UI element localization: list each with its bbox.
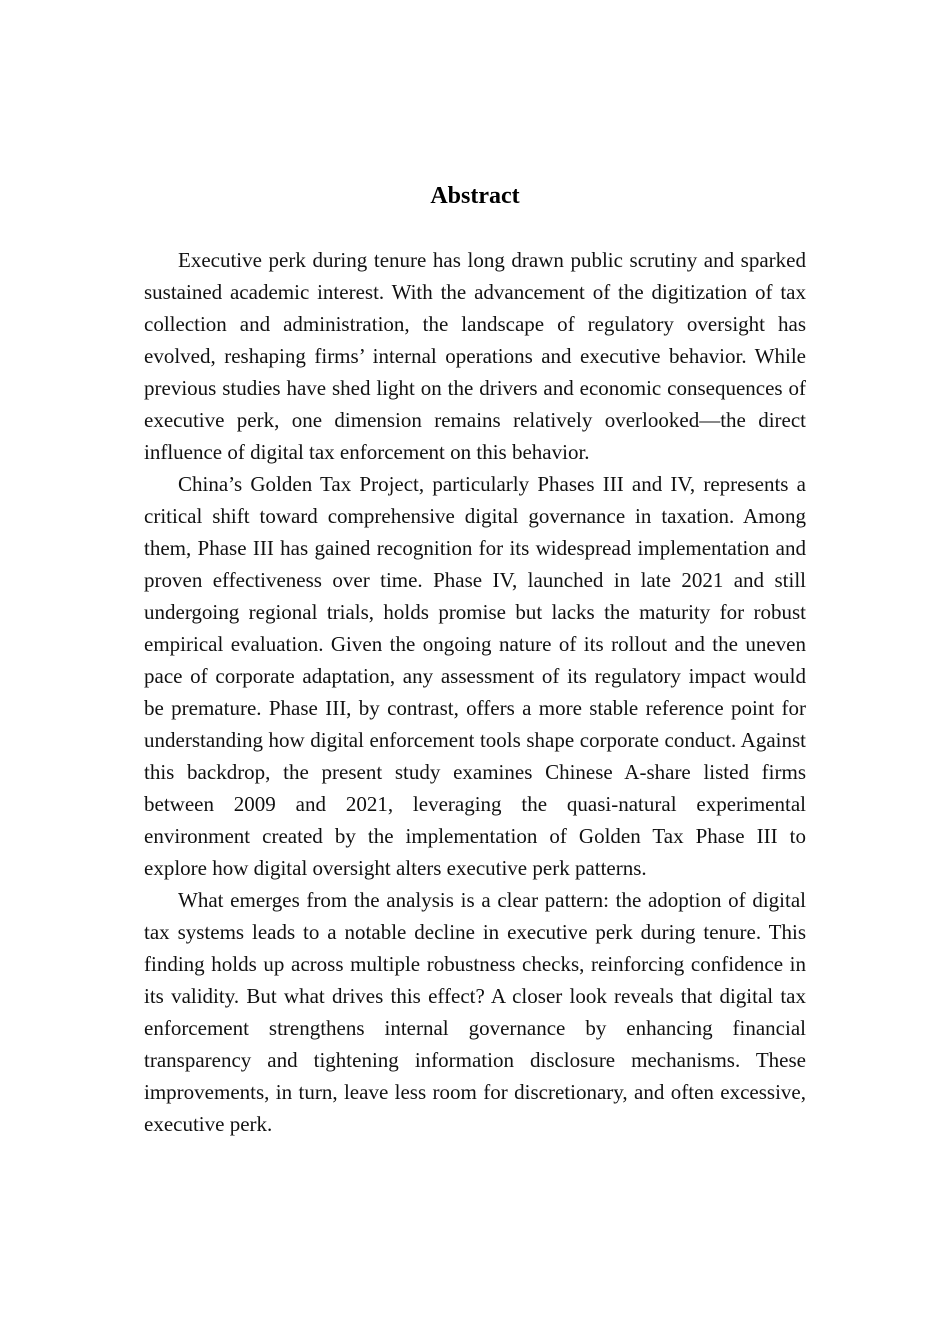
abstract-body (144, 244, 806, 1140)
abstract-paragraph-3: What emerges from the analysis is a clear pattern: the adoption of digital tax systems leads to a notable decline in executive perk during tenure. This finding holds up across multiple robustness checks, reinforcing confidence in its validity. But what drives this effect? A closer look reveals that digital tax enforcement strengthens internal governance by enhancing financial transparency and tightening information disclosure mechanisms. These improvements, in turn, leave less room for discretionary, and often excessive, executive perk. (144, 888, 806, 1136)
abstract-paragraph-1: Executive perk during tenure has long drawn public scrutiny and sparked sustained academic interest. With the advancement of the digitization of tax collection and administration, the landscape of regulatory oversight has evolved, reshaping firms’ internal operations and executive behavior. While previous studies have shed light on the drivers and economic consequences of executive perk, one dimension remains relatively overlooked—the direct influence of digital tax enforcement on this behavior. (144, 248, 806, 464)
abstract-heading: Abstract (430, 183, 520, 209)
abstract-paragraph-2: China’s Golden Tax Project, particularly Phases III and IV, represents a critical shift toward comprehensive digital governance in taxation. Among them, Phase III has gained recognition for its widespread implementation and proven effectiveness over time. Phase IV, launched in late 2021 and still undergoing regional trials, holds promise but lacks the maturity for robust empirical evaluation. Given the ongoing nature of its rollout and the uneven pace of corporate adaptation, any assessment of its regulatory impact would be premature. Phase III, by contrast, offers a more stable reference point for understanding how digital enforcement tools shape corporate conduct. Against this backdrop, the present study examines Chinese A-share listed firms between 2009 and 2021, leveraging the quasi-natural experimental environment created by the implementation of Golden Tax Phase III to explore how digital oversight alters executive perk patterns. (144, 472, 806, 880)
